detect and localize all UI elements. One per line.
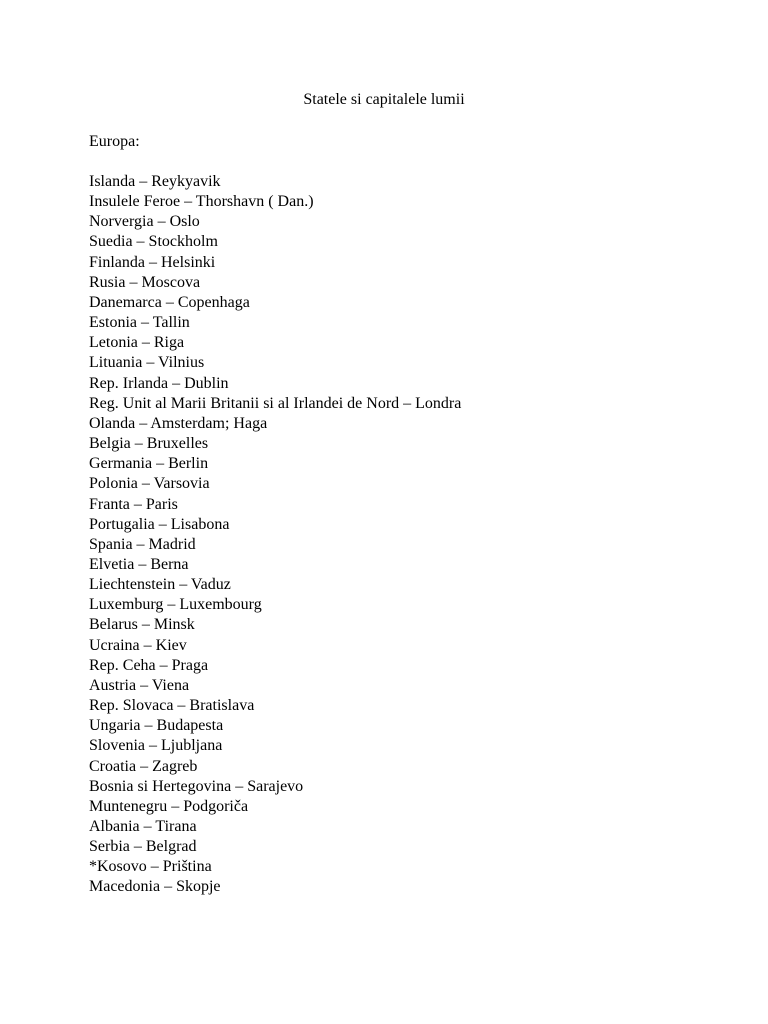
list-item: Olanda – Amsterdam; Haga <box>89 414 268 432</box>
list-item: Elvetia – Berna <box>89 555 189 573</box>
list-item: Croatia – Zagreb <box>89 757 198 775</box>
list-item: Letonia – Riga <box>89 334 185 352</box>
list-item: Bosnia si Hertegovina – Sarajevo <box>89 777 304 795</box>
list-item: Rusia – Moscova <box>89 273 201 291</box>
list-item: Luxemburg – Luxembourg <box>89 596 262 614</box>
list-item: Belarus – Minsk <box>89 616 195 634</box>
list-item: Ungaria – Budapesta <box>89 717 224 735</box>
page-title: Statele si capitalele lumii <box>303 91 465 108</box>
list-item: Suedia – Stockholm <box>89 233 218 251</box>
list-item: Rep. Slovaca – Bratislava <box>89 697 255 715</box>
section-heading: Europa: <box>89 133 140 150</box>
list-item: Slovenia – Ljubljana <box>89 737 223 755</box>
country-capital-list <box>89 172 461 898</box>
list-item: Lituania – Vilnius <box>89 354 205 372</box>
list-item: Franta – Paris <box>89 495 178 513</box>
list-item: Macedonia – Skopje <box>89 878 221 896</box>
list-item: Islanda – Reykyavik <box>89 173 221 190</box>
list-item: Polonia – Varsovia <box>89 475 210 493</box>
list-item: Germania – Berlin <box>89 455 209 473</box>
list-item: Liechtenstein – Vaduz <box>89 576 231 594</box>
list-item: Portugalia – Lisabona <box>89 515 230 533</box>
list-item: Serbia – Belgrad <box>89 838 197 856</box>
list-item: Insulele Feroe – Thorshavn ( Dan.) <box>89 193 314 211</box>
list-item: Rep. Ceha – Praga <box>89 656 209 674</box>
list-item: Albania – Tirana <box>89 818 197 835</box>
list-item: Norvergia – Oslo <box>89 213 200 231</box>
list-item: Reg. Unit al Marii Britanii si al Irlandei de Nord – Londra <box>89 394 462 412</box>
list-item: Muntenegru – Podgoriča <box>89 797 249 815</box>
list-item: *Kosovo – Priština <box>89 858 212 876</box>
list-item: Finlanda – Helsinki <box>89 253 216 271</box>
list-item: Ucraina – Kiev <box>89 636 187 654</box>
list-item: Austria – Viena <box>89 676 190 694</box>
list-item: Belgia – Bruxelles <box>89 435 209 453</box>
list-item: Estonia – Tallin <box>89 314 190 332</box>
list-item: Rep. Irlanda – Dublin <box>89 374 229 392</box>
list-item: Spania – Madrid <box>89 535 196 553</box>
list-item: Danemarca – Copenhaga <box>89 293 250 311</box>
